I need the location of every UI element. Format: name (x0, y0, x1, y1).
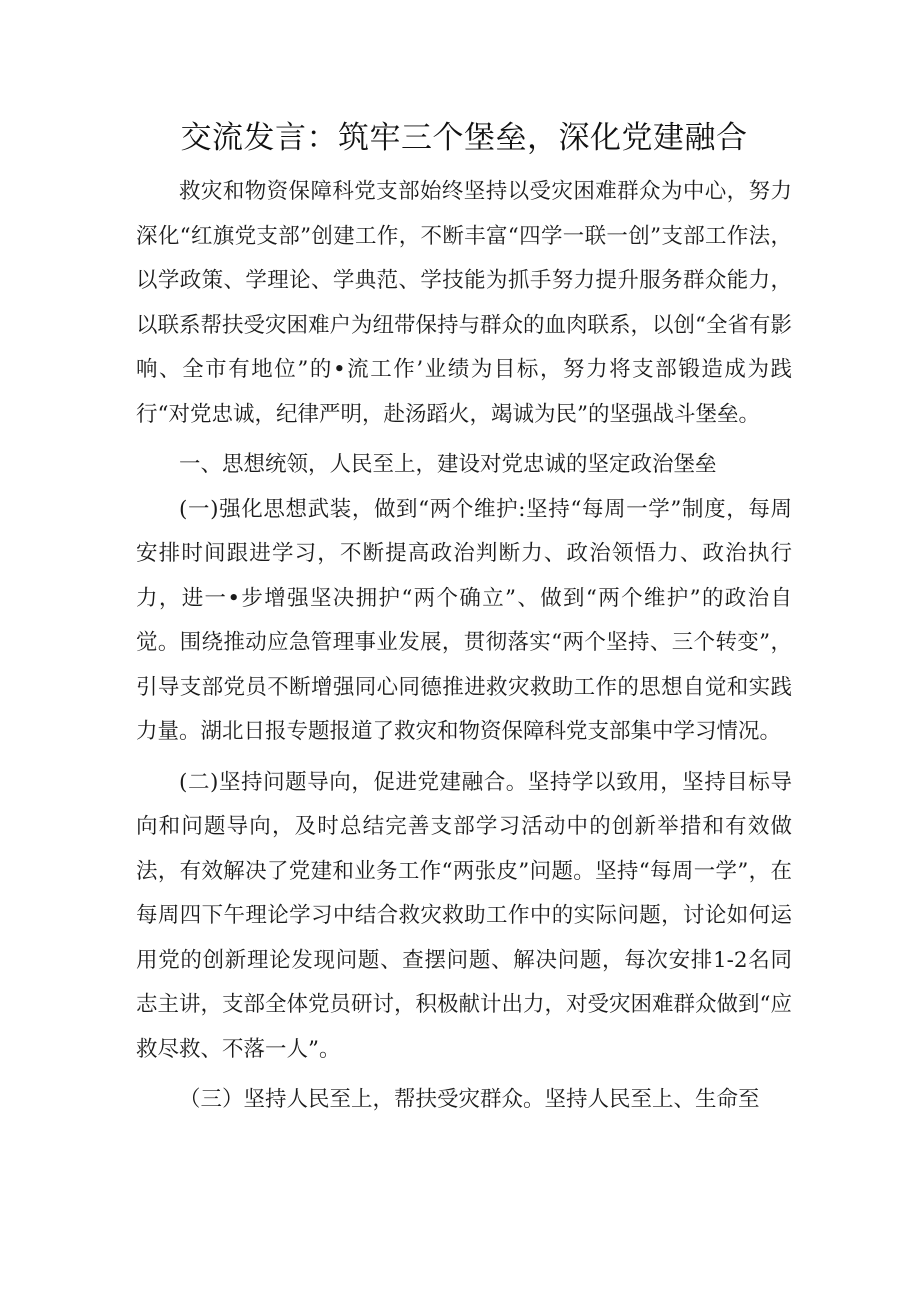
subsection-paragraph-2: (二)坚持问题导向，促进党建融合。坚持学以致用，坚持目标导向和问题导向，及时总结完善支部学习活动中的创新举措和有效做法，有效解决了党建和业务工作“两张皮”问题。坚持“每周一学”，在每周四下午理论学习中结合救灾救助工作中的实际问题，讨论如何运用党的创新理论发现问题、查摆问题、解决问题，每次安排1-2名同志主讲，支部全体党员研讨，积极献计出力，对受灾困难群众做到“应救尽救、不落一人”。 (136, 769, 792, 1062)
section-heading-1: 一、思想统领，人民至上，建设对党忠诚的坚定政治堡垒 (179, 452, 717, 477)
document-title: 交流发言：筑牢三个堡垒，深化党建融合 (180, 120, 748, 156)
subsection-paragraph-1: (一)强化思想武装，做到“两个维护:坚持“每周一学”制度，每周安排时间跟进学习，不断提高政治判断力、政治领悟力、政治执行力，进一•步增强坚决拥护“两个确立”、做到“两个维护”的政治自觉。围绕推动应急管理事业发展，贯彻落实“两个坚持、三个转变”，引导支部党员不断增强同心同德推进救灾救助工作的思想自觉和实践力量。湖北日报专题报道了救灾和物资保障科党支部集中学习情况。 (136, 496, 792, 744)
subsection-paragraph-3: （三）坚持人民至上，帮扶受灾群众。坚持人民至上、生命至 (179, 1087, 760, 1112)
intro-paragraph: 救灾和物资保障科党支部始终坚持以受灾困难群众为中心，努力深化“红旗党支部”创建工作，不断丰富“四学一联一创”支部工作法，以学政策、学理论、学典范、学技能为抓手努力提升服务群众能力，以联系帮扶受灾困难户为纽带保持与群众的血肉联系，以创“全省有影响、全市有地位”的•流工作’业绩为目标，努力将支部锻造成为践行“对党忠诚，纪律严明，赴汤蹈火，竭诚为民”的坚强战斗堡垒。 (136, 179, 793, 427)
